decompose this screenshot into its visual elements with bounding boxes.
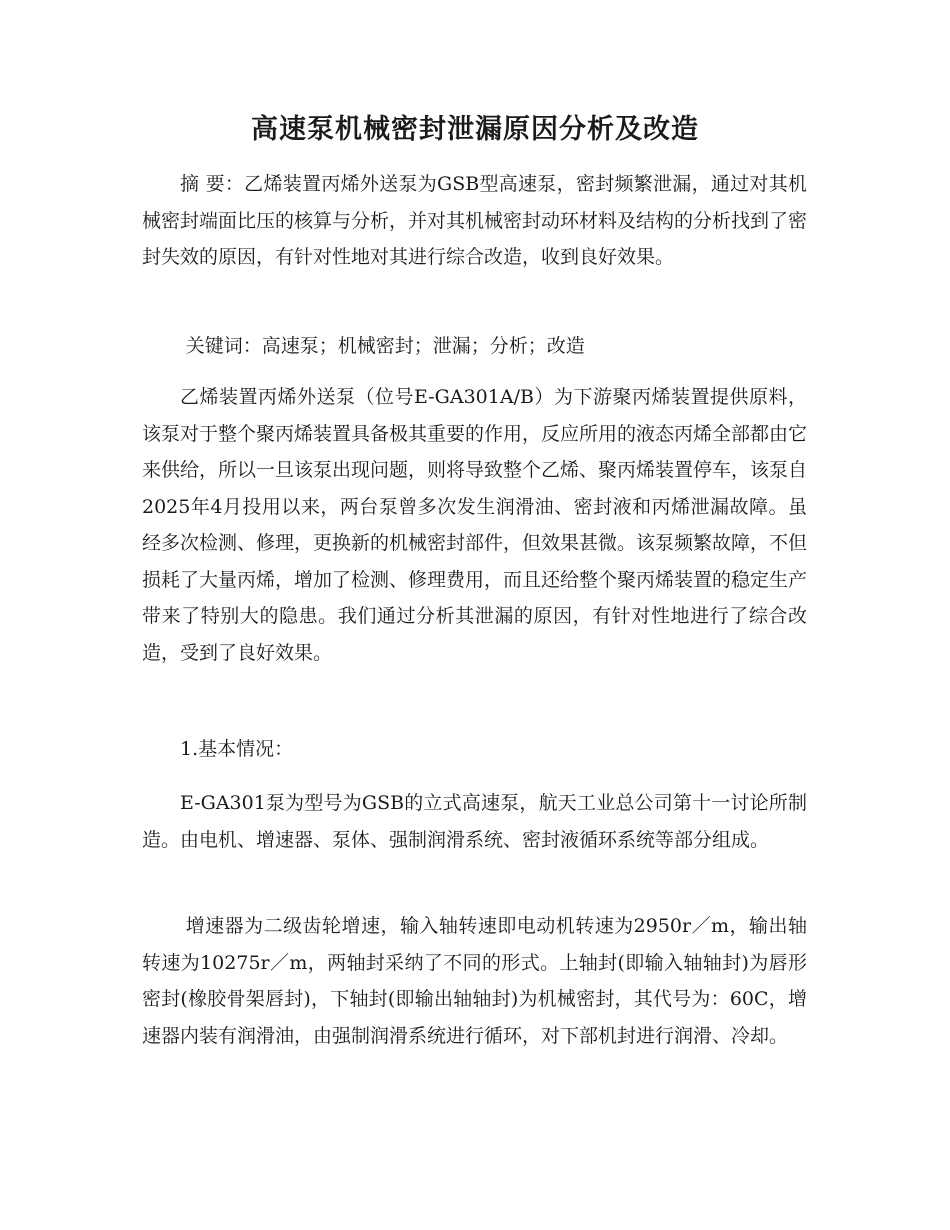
keywords-line: 关键词：高速泵；机械密封；泄漏；分析；改造 — [185, 335, 585, 357]
body-paragraph: 增速器为二级齿轮增速，输入轴转速即电动机转速为2950r／m，输出轴转速为10275r／m，两轴封采纳了不同的形式。上轴封(即输入轴轴封)为唇形密封(橡胶骨架唇封)，下轴封(即输出轴轴封)为机械密封，其代号为：60C，增速器内装有润滑油，由强制润滑系统进行循环，对下部机封进行润滑、冷却。 — [142, 915, 807, 1047]
section-heading: 1.基本情况： — [180, 738, 294, 760]
abstract-paragraph: 摘 要：乙烯装置丙烯外送泵为GSB型高速泵，密封频繁泄漏，通过对其机械密封端面比压的核算与分析，并对其机械密封动环材料及结构的分析找到了密封失效的原因，有针对性地对其进行综合改造，收到良好效果。 — [142, 173, 808, 268]
document-title: 高速泵机械密封泄漏原因分析及改造 — [251, 114, 699, 145]
intro-paragraph: 乙烯装置丙烯外送泵（位号E-GA301A/B）为下游聚丙烯装置提供原料，该泵对于整个聚丙烯装置具备极其重要的作用，反应所用的液态丙烯全部都由它来供给，所以一旦该泵出现问题，则将导致整个乙烯、聚丙烯装置停车，该泵自2025年4月投用以来，两台泵曾多次发生润滑油、密封液和丙烯泄漏故障。虽经多次检测、修理，更换新的机械密封部件，但效果甚微。该泵频繁故障，不但损耗了大量丙烯，增加了检测、修理费用，而且还给整个聚丙烯装置的稳定生产带来了特别大的隐患。我们通过分析其泄漏的原因，有针对性地进行了综合改造，受到了良好效果。 — [142, 386, 808, 664]
body-paragraph: E-GA301泵为型号为GSB的立式高速泵，航天工业总公司第十一讨论所制造。由电机、增速器、泵体、强制润滑系统、密封液循环系统等部分组成。 — [142, 792, 807, 851]
